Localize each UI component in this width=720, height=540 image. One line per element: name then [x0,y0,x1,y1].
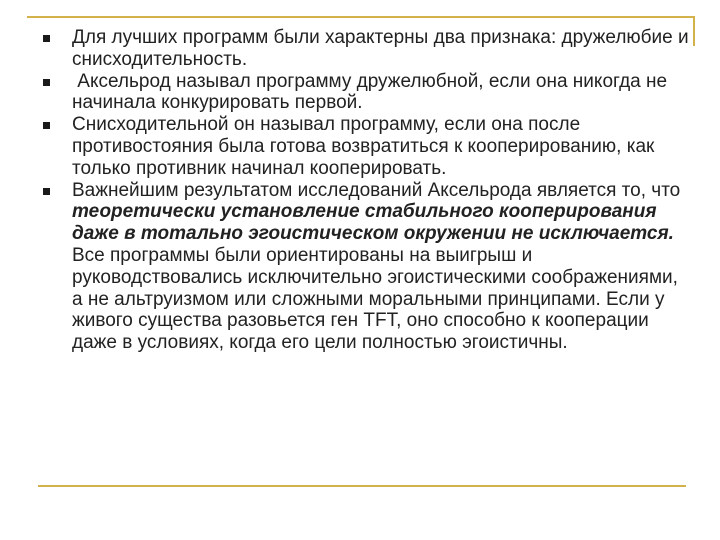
bullet-text: Снисходительной он называл программу, если она после противостояния была готова возвратиться к кооперированию, как только противник начинал кооперировать. [72,114,655,179]
slide-body [40,27,690,354]
square-bullet-icon [43,35,50,42]
square-bullet-icon [43,79,50,86]
bullet-text: Аксельрод называл программу дружелюбной, если она никогда не начинала конкурировать первой. [72,70,673,114]
list-item [40,114,690,179]
list-item [40,71,690,115]
bullet-text-intro: Важнейшим результатом исследований Аксельрода является то, что [72,179,681,201]
top-divider [27,16,693,18]
bullet-text: Для лучших программ были характерны два признака: дружелюбие и снисходительность. [72,27,689,70]
top-divider-corner [693,16,695,46]
square-bullet-icon [43,188,50,195]
bullet-list [40,27,690,354]
bottom-divider [38,485,686,487]
square-bullet-icon [43,122,50,129]
list-item [40,27,690,71]
bullet-text-emphasis: теоретически установление стабильного кооперирования даже в тотально эгоистическом окружении не исключается. [72,201,674,245]
bullet-text-rest: Все программы были ориентированы на выигрыш и руководствовались исключительно эгоистическими соображениями, а не альтруизмом или сложными моральными принципами. Если у живого существа разовьется ген TFT, оно способно к кооперации даже в условиях, когда его цели полностью эгоистичны. [72,244,678,354]
list-item [40,180,690,354]
